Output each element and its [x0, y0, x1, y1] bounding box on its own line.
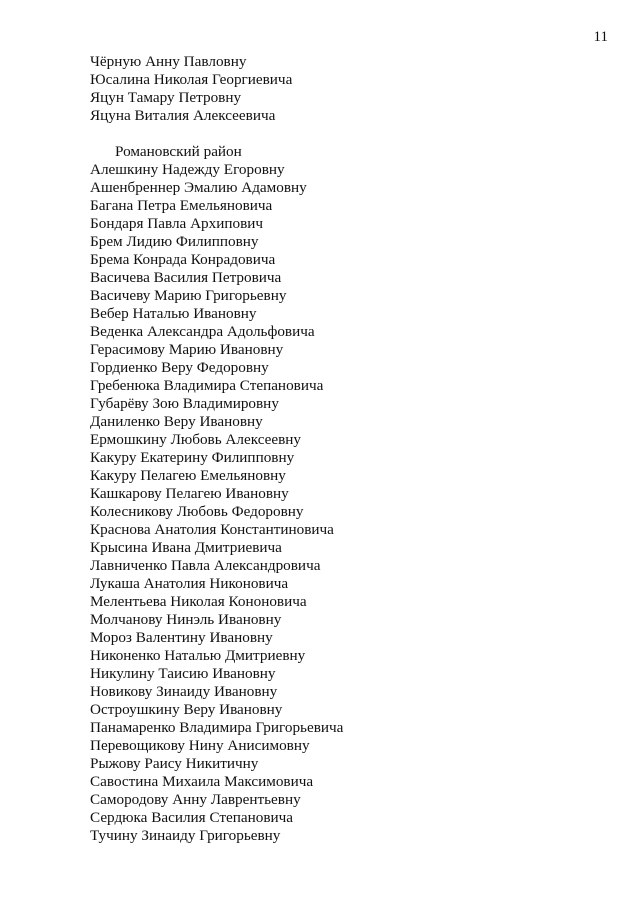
list-item: Вебер Наталью Ивановну — [90, 305, 257, 322]
list-item: Самородову Анну Лаврентьевну — [90, 791, 301, 808]
list-item: Яцуна Виталия Алексеевича — [90, 107, 276, 124]
list-item: Рыжову Раису Никитичну — [90, 755, 259, 772]
list-item: Гребенюка Владимира Степановича — [90, 377, 324, 394]
list-item: Веденка Александра Адольфовича — [90, 323, 315, 340]
list-item: Лавниченко Павла Александровича — [90, 557, 321, 574]
list-item: Алешкину Надежду Егоровну — [90, 161, 285, 178]
section-heading: Романовский район — [115, 143, 242, 160]
list-item: Бондаря Павла Архипович — [90, 215, 264, 232]
list-item: Перевощикову Нину Анисимовну — [90, 737, 310, 754]
list-item: Васичеву Марию Григорьевну — [90, 287, 287, 304]
list-item: Брем Лидию Филипповну — [90, 233, 259, 250]
list-item: Краснова Анатолия Константиновича — [90, 521, 334, 538]
list-item: Тучину Зинаиду Григорьевну — [90, 827, 281, 844]
list-item: Герасимову Марию Ивановну — [90, 341, 284, 358]
list-item: Никоненко Наталью Дмитриевну — [90, 647, 306, 664]
list-item: Остроушкину Веру Ивановну — [90, 701, 283, 718]
list-item: Никулину Таисию Ивановну — [90, 665, 276, 682]
list-item: Лукаша Анатолия Никоновича — [90, 575, 289, 592]
list-item: Какуру Пелагею Емельяновну — [90, 467, 286, 484]
list-item: Молчанову Нинэль Ивановну — [90, 611, 282, 628]
list-item: Какуру Екатерину Филипповну — [90, 449, 295, 466]
list-item: Чёрную Анну Павловну — [90, 53, 247, 70]
list-item: Сердюка Василия Степановича — [90, 809, 294, 826]
list-item: Ермошкину Любовь Алексеевну — [90, 431, 302, 448]
continued-name-list — [90, 53, 292, 125]
list-item: Брема Конрада Конрадовича — [90, 251, 276, 268]
list-item: Мороз Валентину Ивановну — [90, 629, 273, 646]
list-item: Губарёву Зою Владимировну — [90, 395, 279, 412]
list-item: Мелентьева Николая Кононовича — [90, 593, 307, 610]
list-item: Юсалина Николая Георгиевича — [90, 71, 293, 88]
list-item: Гордиенко Веру Федоровну — [90, 359, 269, 376]
list-item: Савостина Михаила Максимовича — [90, 773, 314, 790]
list-item: Новикову Зинаиду Ивановну — [90, 683, 278, 700]
district-name-list — [90, 161, 343, 845]
list-item: Васичева Василия Петровича — [90, 269, 282, 286]
list-item: Колесникову Любовь Федоровну — [90, 503, 304, 520]
list-item: Кашкарову Пелагею Ивановну — [90, 485, 289, 502]
page-number: 11 — [593, 29, 608, 45]
list-item: Багана Петра Емельяновича — [90, 197, 273, 214]
list-item: Даниленко Веру Ивановну — [90, 413, 263, 430]
list-item: Крысина Ивана Дмитриевича — [90, 539, 282, 556]
list-item: Панамаренко Владимира Григорьевича — [90, 719, 344, 736]
list-item: Яцун Тамару Петровну — [90, 89, 242, 106]
list-item: Ашенбреннер Эмалию Адамовну — [90, 179, 307, 196]
